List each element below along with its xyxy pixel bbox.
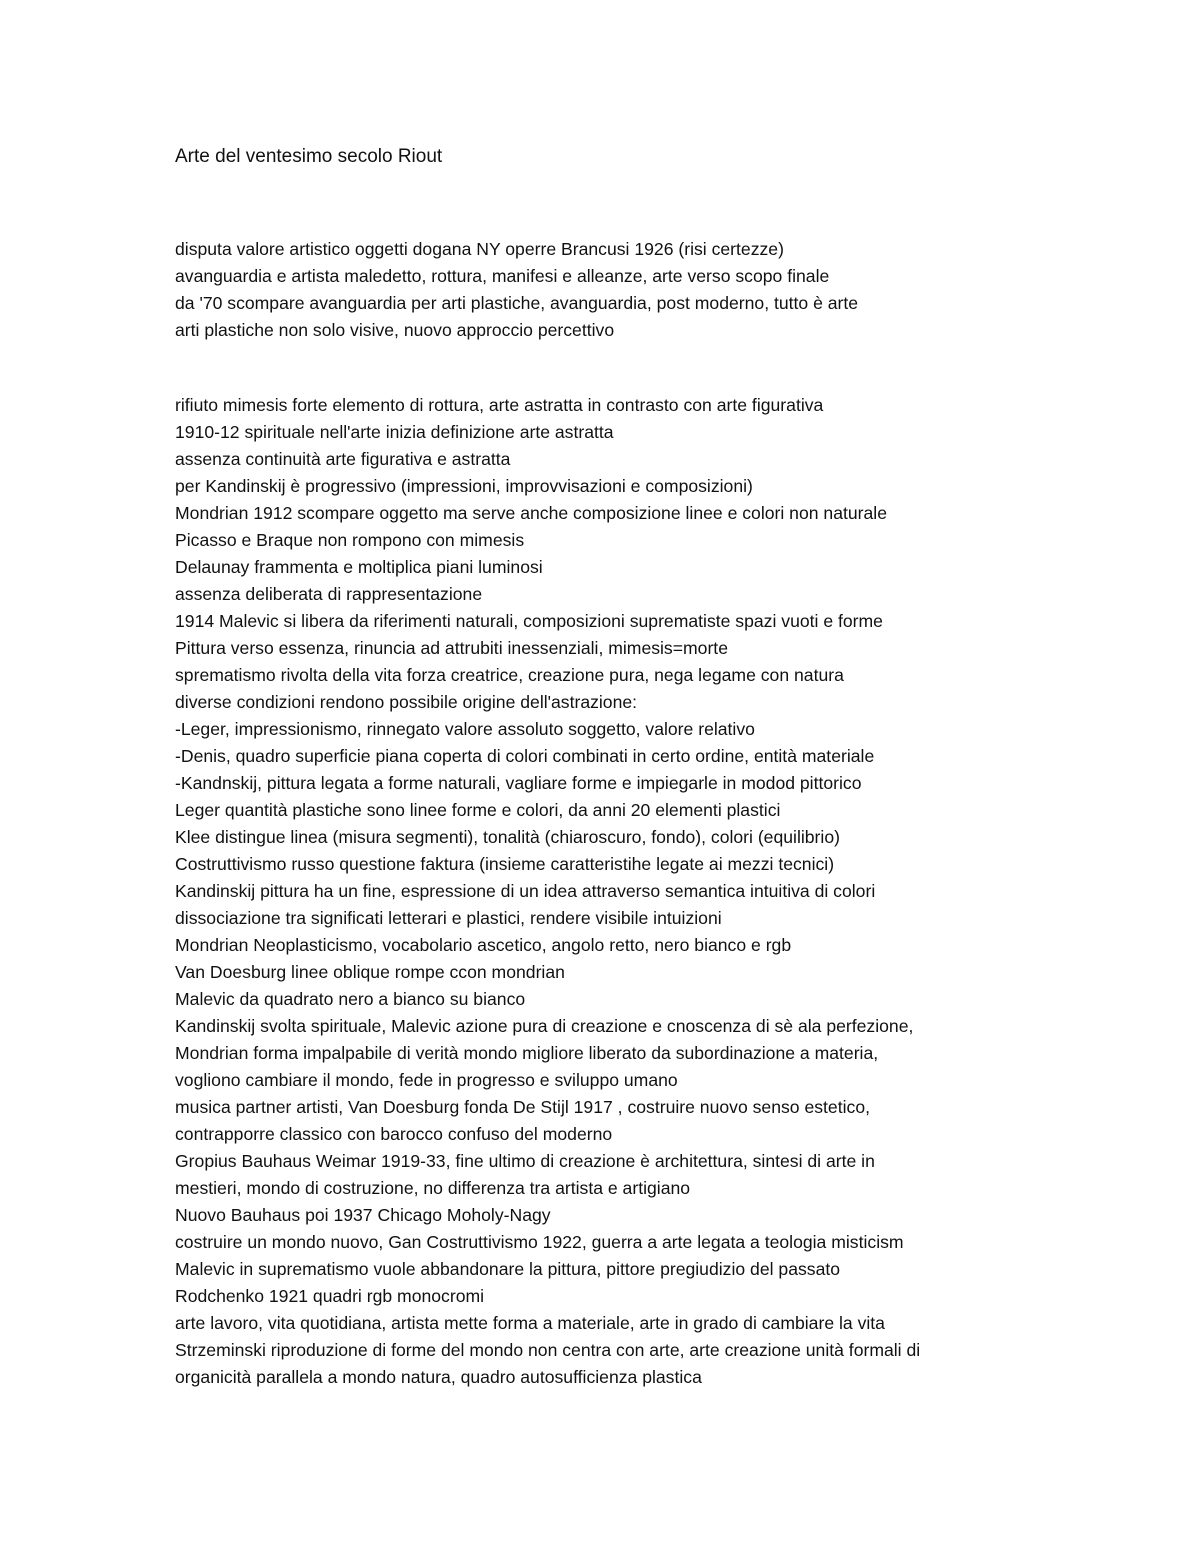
text-line: Gropius Bauhaus Weimar 1919-33, fine ultimo di creazione è architettura, sintesi di arte in xyxy=(175,1151,875,1171)
text-line: costruire un mondo nuovo, Gan Costruttivismo 1922, guerra a arte legata a teologia misticism xyxy=(175,1232,904,1252)
text-line: Nuovo Bauhaus poi 1937 Chicago Moholy-Nagy xyxy=(175,1205,551,1225)
text-line: arte lavoro, vita quotidiana, artista mette forma a materiale, arte in grado di cambiare la vita xyxy=(175,1313,885,1333)
text-line: da '70 scompare avanguardia per arti plastiche, avanguardia, post moderno, tutto è arte xyxy=(175,293,859,313)
text-line: 1910-12 spirituale nell'arte inizia definizione arte astratta xyxy=(175,422,614,442)
text-line: Pittura verso essenza, rinuncia ad attrubiti inessenziali, mimesis=morte xyxy=(175,638,728,658)
text-line: Klee distingue linea (misura segmenti), tonalità (chiaroscuro, fondo), colori (equilibrio) xyxy=(175,827,840,847)
text-line: Malevic da quadrato nero a bianco su bianco xyxy=(175,989,526,1009)
text-line: Mondrian 1912 scompare oggetto ma serve anche composizione linee e colori non naturale xyxy=(175,503,887,523)
text-line: -Leger, impressionismo, rinnegato valore assoluto soggetto, valore relativo xyxy=(175,719,755,739)
text-line: 1914 Malevic si libera da riferimenti naturali, composizioni suprematiste spazi vuoti e forme xyxy=(175,611,883,631)
text-line: disputa valore artistico oggetti dogana NY operre Brancusi 1926 (risi certezze) xyxy=(175,239,784,259)
text-line: dissociazione tra significati letterari e plastici, rendere visibile intuizioni xyxy=(175,908,722,928)
text-line: rifiuto mimesis forte elemento di rottura, arte astratta in contrasto con arte figurativa xyxy=(175,395,824,415)
text-line: assenza deliberata di rappresentazione xyxy=(175,584,483,604)
text-line: -Denis, quadro superficie piana coperta di colori combinati in certo ordine, entità materiale xyxy=(175,746,875,766)
text-line: sprematismo rivolta della vita forza creatrice, creazione pura, nega legame con natura xyxy=(175,665,844,685)
document-title: Arte del ventesimo secolo Riout xyxy=(175,146,443,167)
text-line: Mondrian forma impalpabile di verità mondo migliore liberato da subordinazione a materia, xyxy=(175,1043,879,1063)
text-line: Picasso e Braque non rompono con mimesis xyxy=(175,530,525,550)
text-line: mestieri, mondo di costruzione, no differenza tra artista e artigiano xyxy=(175,1178,691,1198)
text-line: Costruttivismo russo questione faktura (insieme caratteristihe legate ai mezzi tecnici) xyxy=(175,854,835,874)
text-line: Delaunay frammenta e moltiplica piani luminosi xyxy=(175,557,543,577)
text-line: Malevic in suprematismo vuole abbandonare la pittura, pittore pregiudizio del passato xyxy=(175,1259,841,1279)
text-line: Van Doesburg linee oblique rompe ccon mondrian xyxy=(175,962,565,982)
text-line: -Kandnskij, pittura legata a forme naturali, vagliare forme e impiegarle in modod pittorico xyxy=(175,773,862,793)
body-paragraph xyxy=(175,392,920,1391)
text-line: arti plastiche non solo visive, nuovo approccio percettivo xyxy=(175,320,615,340)
text-line: assenza continuità arte figurativa e astratta xyxy=(175,449,511,469)
text-line: musica partner artisti, Van Doesburg fonda De Stijl 1917 , costruire nuovo senso estetico, xyxy=(175,1097,870,1117)
text-line: Leger quantità plastiche sono linee forme e colori, da anni 20 elementi plastici xyxy=(175,800,781,820)
text-line: Kandinskij pittura ha un fine, espressione di un idea attraverso semantica intuitiva di colori xyxy=(175,881,876,901)
text-line: Strzeminski riproduzione di forme del mondo non centra con arte, arte creazione unità formali di xyxy=(175,1340,921,1360)
text-line: Mondrian Neoplasticismo, vocabolario ascetico, angolo retto, nero bianco e rgb xyxy=(175,935,792,955)
text-line: diverse condizioni rendono possibile origine dell'astrazione: xyxy=(175,692,638,712)
text-line: Kandinskij svolta spirituale, Malevic azione pura di creazione e cnoscenza di sè ala perfezione, xyxy=(175,1016,914,1036)
text-line: per Kandinskij è progressivo (impressioni, improvvisazioni e composizioni) xyxy=(175,476,753,496)
text-line: organicità parallela a mondo natura, quadro autosufficienza plastica xyxy=(175,1367,702,1387)
text-line: vogliono cambiare il mondo, fede in progresso e sviluppo umano xyxy=(175,1070,678,1090)
text-line: avanguardia e artista maledetto, rottura, manifesi e alleanze, arte verso scopo finale xyxy=(175,266,830,286)
text-line: contrapporre classico con barocco confuso del moderno xyxy=(175,1124,613,1144)
intro-paragraph xyxy=(175,236,858,344)
text-line: Rodchenko 1921 quadri rgb monocromi xyxy=(175,1286,485,1306)
